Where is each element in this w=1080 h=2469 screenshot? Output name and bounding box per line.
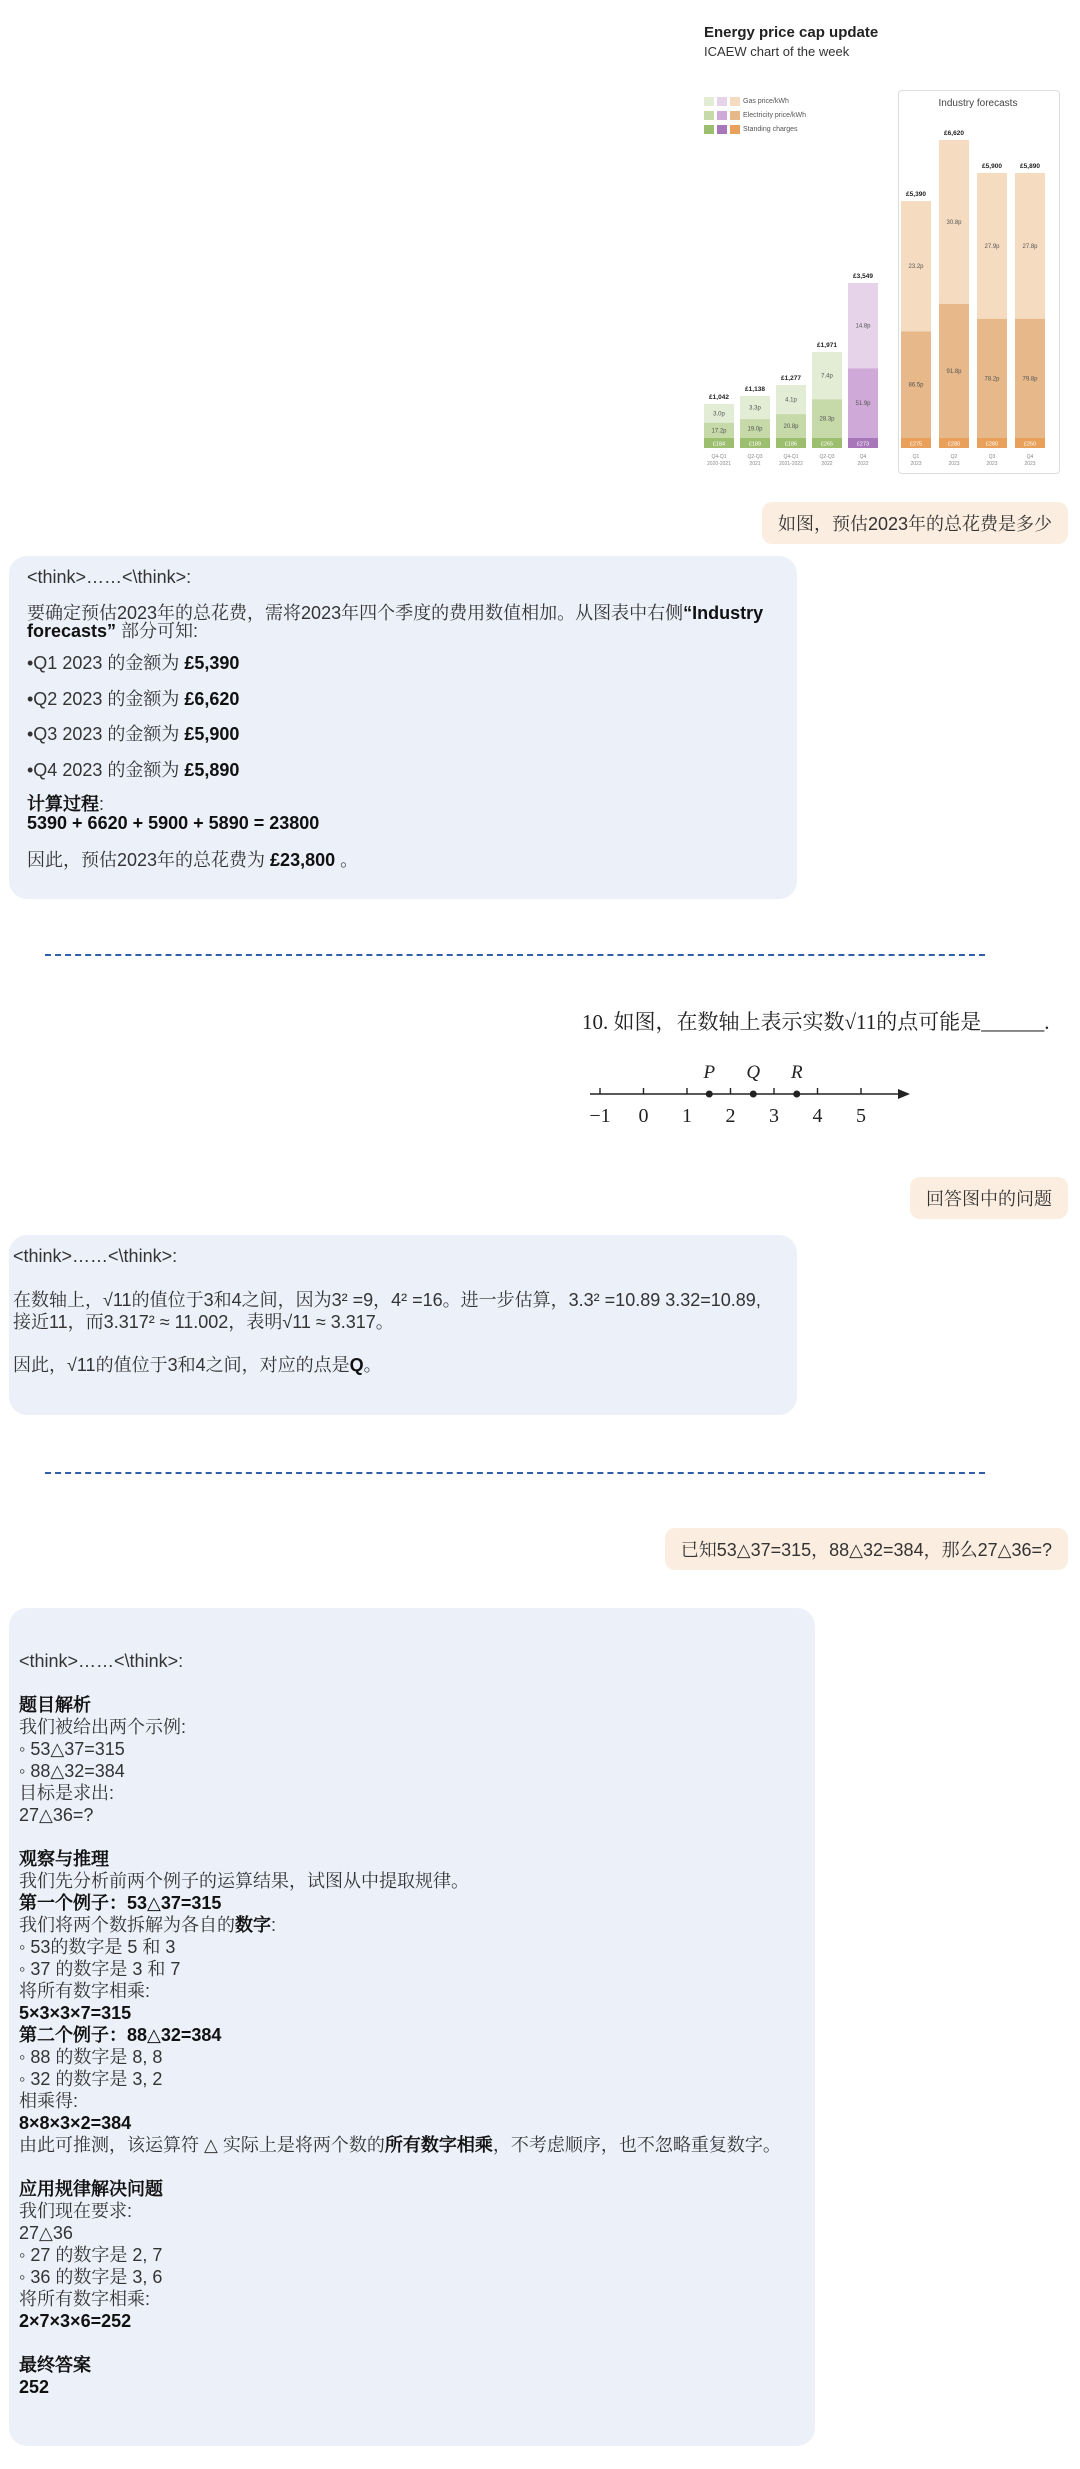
point-q xyxy=(750,1091,757,1098)
answer-line: 将所有数字相乘: xyxy=(19,2289,151,2309)
answer-line: ◦ 37 的数字是 3 和 7 xyxy=(19,1959,181,1979)
bar-category-label: 2023 xyxy=(948,461,960,467)
think-tag-2: <think>……<\think>: xyxy=(13,1246,178,1266)
bar-category-label: 2022 xyxy=(857,461,869,467)
assistant-answer-3 xyxy=(9,1608,815,2446)
answer-line: 8×8×3×2=384 xyxy=(19,2113,132,2133)
bar-category-label: Q2 xyxy=(950,454,958,460)
answer-line: 我们将两个数拆解为各自的数字: xyxy=(19,1915,277,1935)
bar-category-label: 2021-2022 xyxy=(779,461,803,467)
bar-category-label: Q2-Q3 xyxy=(819,454,835,460)
industry-forecasts-label: “Industry forecasts” xyxy=(27,602,764,641)
list-item: •Q3 2023 的金额为 £5,900 xyxy=(27,724,240,745)
bar-category-label: 2021 xyxy=(749,461,761,467)
bar-category-label: Q4-Q1 xyxy=(711,454,727,460)
bar-electricity-value: 86.5p xyxy=(908,382,924,389)
calc-expression: 5390 + 6620 + 5900 + 5890 = 23800 xyxy=(27,812,320,833)
list-item: •Q2 2023 的金额为 £6,620 xyxy=(27,688,240,709)
tick-label: 5 xyxy=(856,1105,866,1127)
bar-gas-value: 4.1p xyxy=(785,397,797,404)
bar-gas-value: 27.8p xyxy=(1022,243,1038,250)
think-tag-1: <think>……<\think>: xyxy=(27,567,192,587)
answer-line: 最终答案 xyxy=(19,2355,91,2375)
bar-gas-value: 30.8p xyxy=(946,219,962,226)
user-message-1: 如图，预估2023年的总花费是多少 xyxy=(762,502,1068,544)
answer-line: ◦ 53△37=315 xyxy=(19,1739,125,1759)
bar-category-label: 2023 xyxy=(910,461,922,467)
bar-category-label: Q3 xyxy=(988,454,996,460)
bar-electricity-value: 51.9p xyxy=(855,401,871,408)
answer-line: ◦ 27 的数字是 2, 7 xyxy=(19,2245,163,2265)
point-r xyxy=(793,1091,800,1098)
list-item: •Q4 2023 的金额为 £5,890 xyxy=(27,760,240,780)
intro-suffix: 部分可知: xyxy=(116,620,199,641)
bar-total-label: £1,277 xyxy=(781,375,801,382)
bar-total-label: £1,138 xyxy=(745,386,765,393)
bar-category-label: 2020-2021 xyxy=(707,461,731,467)
bar-standing-value: £189 xyxy=(748,441,762,448)
bars-svg xyxy=(700,18,1068,478)
user-message-2: 回答图中的问题 xyxy=(910,1177,1068,1219)
answer-line: ◦ 88 的数字是 8, 8 xyxy=(19,2047,163,2067)
bar-electricity-value: 78.2p xyxy=(984,376,1000,383)
chart-title: Energy price cap update xyxy=(704,24,879,41)
tick-label: 2 xyxy=(725,1105,736,1127)
bar-gas-value: 27.9p xyxy=(984,243,1000,250)
answer-line: 第一个例子：53△37=315 xyxy=(19,1893,222,1913)
conclusion-1: 因此，预估2023年的总花费为 £23,800 。 xyxy=(27,849,359,870)
answer-line: ◦ 32 的数字是 3, 2 xyxy=(19,2069,163,2089)
bar-total-label: £3,549 xyxy=(853,273,873,280)
reasoning-line-1: 在数轴上，√11的值位于3和4之间，因为3² =9，4² =16。进一步估算，3.3² =10.89 3.32=10.89, xyxy=(13,1289,761,1310)
assistant-answer-1 xyxy=(9,556,797,899)
forecast-panel-label: Industry forecasts xyxy=(938,98,1018,109)
answer-line: ◦ 53的数字是 5 和 3 xyxy=(19,1937,176,1957)
point-label: P xyxy=(703,1062,716,1083)
problem-text: 10. 如图，在数轴上表示实数√11的点可能是______. xyxy=(582,1010,1050,1034)
bar-category-label: 2023 xyxy=(986,461,998,467)
answer-line: 目标是求出: xyxy=(19,1783,115,1803)
bar-standing-value: £184 xyxy=(712,441,726,448)
answer-line: 将所有数字相乘: xyxy=(19,1981,151,2001)
bar-gas-value: 3.0p xyxy=(713,411,725,418)
tick-label: 4 xyxy=(812,1105,823,1127)
bar-electricity-value: 19.0p xyxy=(747,426,763,433)
bar-standing-value: £250 xyxy=(1023,441,1037,448)
answer-line: 252 xyxy=(19,2377,50,2397)
think-tag-3: <think>……<\think>: xyxy=(19,1651,184,1671)
bar-electricity-value: 91.8p xyxy=(946,368,962,375)
answer-line: 我们现在要求: xyxy=(19,2201,133,2221)
bar-category-label: Q1 xyxy=(912,454,920,460)
bar-category-label: 2023 xyxy=(1024,461,1036,467)
intro-text: 要确定预估2023年的总花费，需将2023年四个季度的费用数值相加。从图表中右侧 xyxy=(27,602,684,623)
tick-label: 3 xyxy=(769,1105,779,1127)
bar-gas-value: 7.4p xyxy=(821,373,833,380)
bar-total-label: £5,890 xyxy=(1020,163,1040,170)
legend-standing: Standing charges xyxy=(743,125,798,133)
number-line xyxy=(580,1060,910,1140)
bar-category-label: Q4-Q1 xyxy=(783,454,799,460)
answer-line: 第二个例子：88△32=384 xyxy=(19,2025,222,2045)
bar-gas-value: 23.2p xyxy=(908,264,924,271)
q1-items xyxy=(27,652,779,783)
answer-line: 应用规律解决问题 xyxy=(19,2179,163,2199)
legend-gas: Gas price/kWh xyxy=(743,97,789,105)
answer-line: ◦ 36 的数字是 3, 6 xyxy=(19,2267,163,2287)
answer-line: 27△36=? xyxy=(19,1805,94,1825)
answer-line: 2×7×3×6=252 xyxy=(19,2311,132,2331)
chart-subtitle: ICAEW chart of the week xyxy=(704,44,850,59)
answer-line: 我们先分析前两个例子的运算结果，试图从中提取规律。 xyxy=(19,1871,469,1891)
answer-line: 我们被给出两个示例: xyxy=(19,1717,187,1737)
bar-category-label: Q2-Q3 xyxy=(747,454,763,460)
energy-chart-image xyxy=(700,18,1068,478)
conclusion-2: 因此，√11的值位于3和4之间，对应的点是Q。 xyxy=(13,1354,382,1375)
bar-electricity-value: 28.3p xyxy=(819,416,835,423)
tick-label: −1 xyxy=(589,1105,611,1127)
bar-total-label: £5,900 xyxy=(982,163,1002,170)
assistant-answer-2 xyxy=(9,1235,797,1415)
bar-electricity-value: 17.2p xyxy=(711,428,727,435)
bar-standing-value: £280 xyxy=(985,441,999,448)
bar-standing-value: £275 xyxy=(909,441,923,448)
answer-line xyxy=(19,1826,815,1848)
point-label: R xyxy=(790,1062,803,1083)
answer-line: 27△36 xyxy=(19,2223,73,2243)
answer-line xyxy=(19,2332,815,2354)
reasoning-line-2: 接近11，而3.317² ≈ 11.002，表明√11 ≈ 3.317。 xyxy=(13,1312,394,1333)
q3-lines xyxy=(19,1694,815,2398)
bar-category-label: Q4 xyxy=(859,454,867,460)
bar-standing-value: £265 xyxy=(820,441,834,448)
divider-2 xyxy=(45,1472,985,1474)
answer-line xyxy=(19,2156,815,2178)
answer-line: 观察与推理 xyxy=(19,1849,109,1869)
point-p xyxy=(706,1091,713,1098)
bar-standing-value: £273 xyxy=(856,441,870,448)
bar-category-label: 2022 xyxy=(821,461,833,467)
answer-line: 由此可推测，该运算符 △ 实际上是将两个数的所有数字相乘，不考虑顺序，也不忽略重复数字。 xyxy=(19,2135,781,2155)
bar-standing-value: £186 xyxy=(784,441,798,448)
bar-total-label: £1,042 xyxy=(709,394,729,401)
calc-label: 计算过程: xyxy=(27,793,105,814)
bar-category-label: Q4 xyxy=(1026,454,1034,460)
divider-1 xyxy=(45,954,985,956)
bar-standing-value: £280 xyxy=(947,441,961,448)
answer-line: 相乘得: xyxy=(19,2091,79,2111)
bar-total-label: £6,620 xyxy=(944,130,964,137)
bar-gas-value: 3.3p xyxy=(749,405,761,412)
bar-electricity-value: 79.8p xyxy=(1022,376,1038,383)
answer-line: ◦ 88△32=384 xyxy=(19,1761,125,1781)
answer-line: 5×3×3×7=315 xyxy=(19,2003,132,2023)
user-message-3: 已知53△37=315，88△32=384，那么27△36=? xyxy=(665,1528,1068,1570)
bar-electricity-value: 20.8p xyxy=(783,424,799,431)
tick-label: 1 xyxy=(682,1105,692,1127)
point-label: Q xyxy=(746,1062,761,1083)
bar-gas-value: 14.8p xyxy=(855,323,871,330)
answer-line: 题目解析 xyxy=(19,1695,91,1715)
tick-label: 0 xyxy=(638,1105,649,1127)
bar-total-label: £5,390 xyxy=(906,191,926,198)
bar-total-label: £1,971 xyxy=(817,342,837,349)
list-item: •Q1 2023 的金额为 £5,390 xyxy=(27,652,240,673)
legend-electricity: Electricity price/kWh xyxy=(743,111,807,119)
